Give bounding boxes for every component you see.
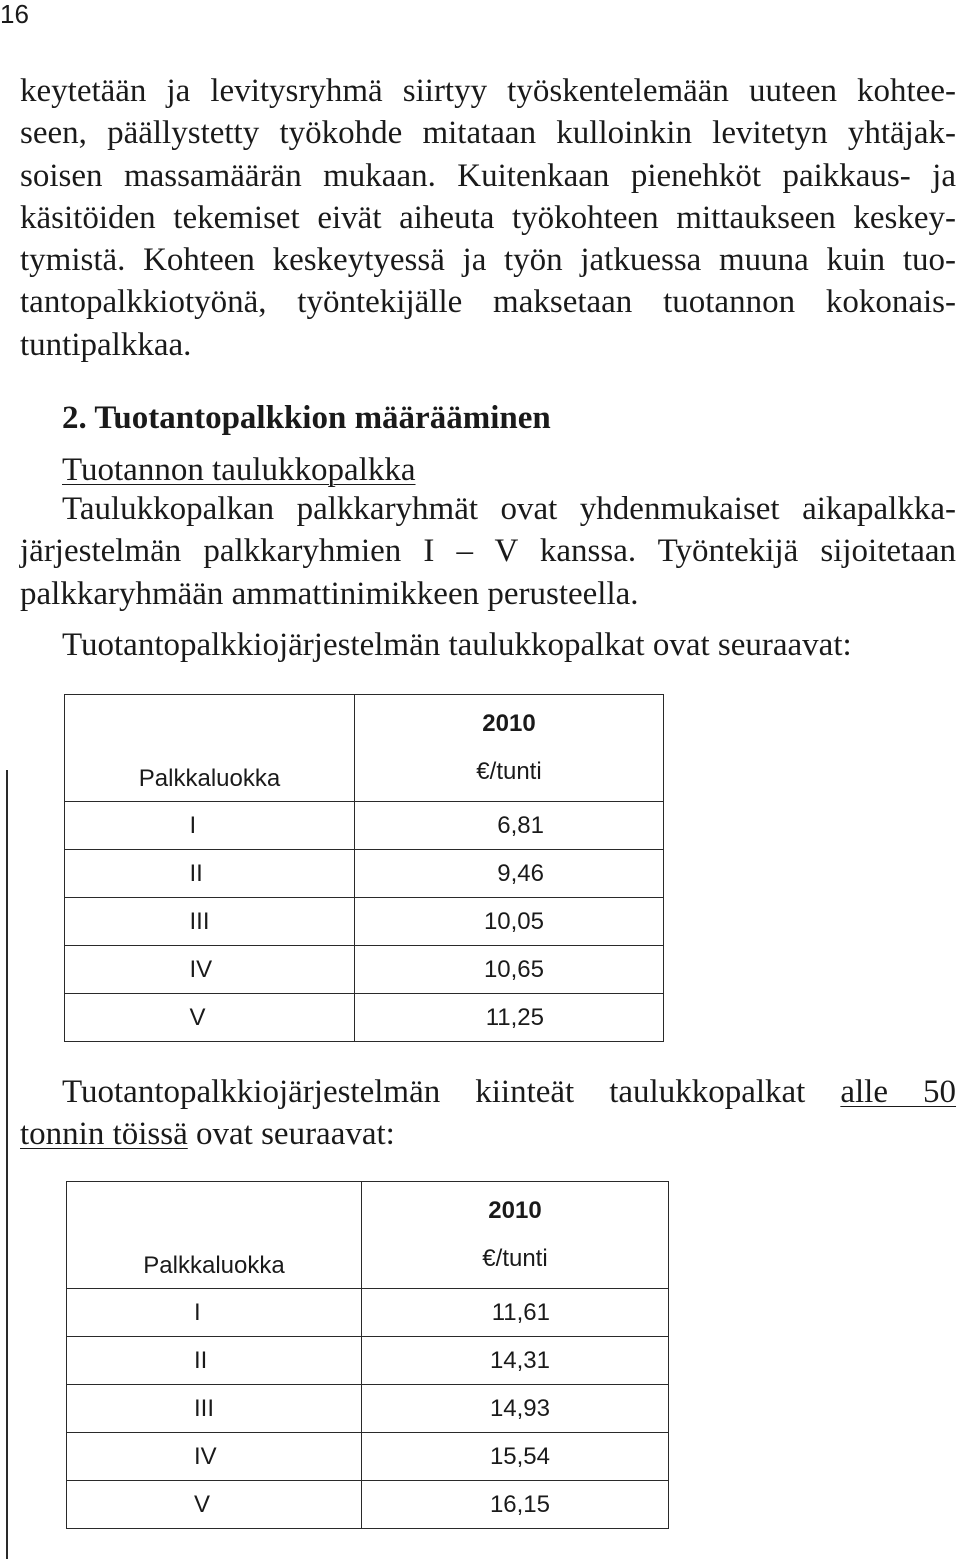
wage-cell: 11,61 bbox=[362, 1289, 669, 1337]
text-line: Tuotantopalkkiojärjestelmän taulukkopalkat ovat seuraavat: bbox=[62, 627, 852, 663]
class-cell: V bbox=[67, 1481, 362, 1529]
text-line: tonnin töissä ovat seuraavat: bbox=[20, 1116, 395, 1153]
subheading: Tuotannon taulukkopalkka bbox=[62, 452, 416, 488]
class-cell: I bbox=[67, 1289, 362, 1337]
wage-cell: 6,81 bbox=[355, 802, 664, 850]
table-row bbox=[67, 1481, 669, 1529]
text-line: järjestelmän palkkaryhmien I – V kanssa. Työntekijä sijoitetaan bbox=[20, 533, 956, 570]
paragraph-wage-groups bbox=[20, 488, 956, 615]
class-cell: IV bbox=[67, 1433, 362, 1481]
class-cell: III bbox=[65, 898, 355, 946]
wage-cell: 10,65 bbox=[355, 946, 664, 994]
wage-cell: 15,54 bbox=[362, 1433, 669, 1481]
wage-cell: 16,15 bbox=[362, 1481, 669, 1529]
wage-cell: 14,93 bbox=[362, 1385, 669, 1433]
wage-cell: 14,31 bbox=[362, 1337, 669, 1385]
table-header-row bbox=[65, 695, 664, 802]
class-cell: III bbox=[67, 1385, 362, 1433]
text-line: tuntipalkkaa. bbox=[20, 326, 192, 363]
text-line: tymistä. Kohteen keskeytyessä ja työn jatkuessa muuna kuin tuo- bbox=[20, 242, 956, 279]
class-cell: II bbox=[67, 1337, 362, 1385]
text-line: seen, päällystetty työkohde mitataan kulloinkin levitetyn yhtäjak- bbox=[20, 115, 956, 152]
wage-table-1 bbox=[64, 694, 664, 1042]
year-column-header bbox=[355, 695, 664, 802]
paragraph-table-intro bbox=[62, 624, 956, 666]
table-row bbox=[67, 1337, 669, 1385]
table-row bbox=[67, 1385, 669, 1433]
text-line: Taulukkopalkan palkkaryhmät ovat yhdenmukaiset aikapalkka- bbox=[62, 491, 956, 527]
text-line: käsitöiden tekemiset eivät aiheuta työkohteen mittaukseen keskey- bbox=[20, 199, 956, 236]
text-line: Tuotantopalkkiojärjestelmän kiinteät taulukkopalkat alle 50 bbox=[62, 1074, 957, 1110]
unit-label: €/tunti bbox=[476, 758, 542, 785]
margin-rule bbox=[6, 770, 8, 1559]
table-row bbox=[65, 898, 664, 946]
wage-cell: 9,46 bbox=[355, 850, 664, 898]
class-cell: IV bbox=[65, 946, 355, 994]
year-label: 2010 bbox=[482, 710, 536, 737]
class-column-header: Palkkaluokka bbox=[67, 1182, 362, 1289]
unit-label: €/tunti bbox=[482, 1245, 548, 1272]
table-row bbox=[65, 802, 664, 850]
paragraph-fixed-wages-intro bbox=[20, 1071, 956, 1156]
table-row bbox=[65, 850, 664, 898]
year-label: 2010 bbox=[488, 1197, 542, 1224]
table-header-row bbox=[67, 1182, 669, 1289]
year-column-header bbox=[362, 1182, 669, 1289]
wage-cell: 10,05 bbox=[355, 898, 664, 946]
wage-cell: 11,25 bbox=[355, 994, 664, 1042]
class-cell: I bbox=[65, 802, 355, 850]
class-cell: V bbox=[65, 994, 355, 1042]
paragraph-continuation bbox=[20, 70, 956, 366]
class-column-header: Palkkaluokka bbox=[65, 695, 355, 802]
table-row bbox=[67, 1433, 669, 1481]
wage-table-2 bbox=[66, 1181, 669, 1529]
section-heading: 2. Tuotantopalkkion määrääminen bbox=[62, 400, 551, 436]
text-line: palkkaryhmään ammattinimikkeen perusteella. bbox=[20, 575, 639, 612]
table-row bbox=[65, 994, 664, 1042]
text-line: soisen massamäärän mukaan. Kuitenkaan pienehköt paikkaus- ja bbox=[20, 157, 956, 194]
table-row bbox=[65, 946, 664, 994]
class-cell: II bbox=[65, 850, 355, 898]
page-number: 16 bbox=[0, 0, 29, 29]
text-line: keytetään ja levitysryhmä siirtyy työskentelemään uuteen kohtee- bbox=[20, 73, 956, 109]
text-line: tantopalkkiotyönä, työntekijälle maksetaan tuotannon kokonais- bbox=[20, 284, 956, 321]
table-row bbox=[67, 1289, 669, 1337]
